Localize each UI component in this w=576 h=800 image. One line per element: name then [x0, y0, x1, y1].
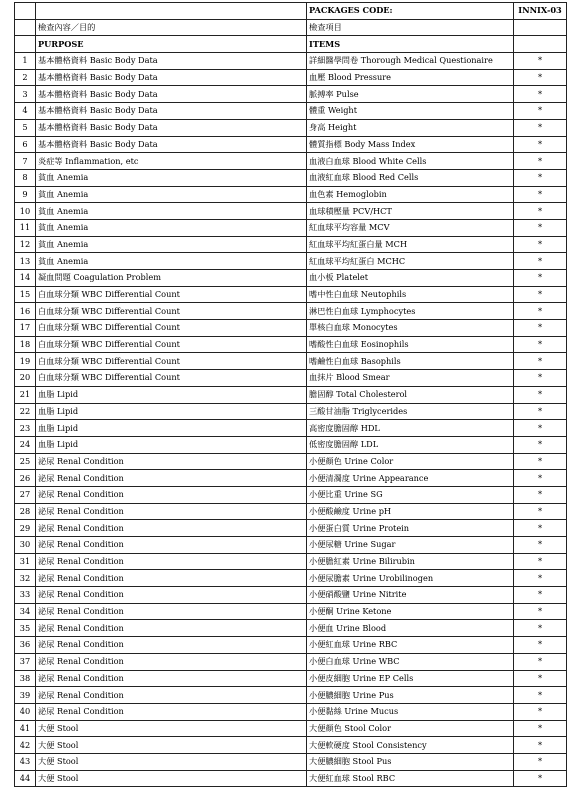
table-row — [15, 553, 567, 570]
row-number: 32 — [15, 570, 36, 587]
row-mark: * — [514, 119, 567, 136]
table-row — [15, 320, 567, 337]
table-row — [15, 119, 567, 136]
row-purpose: 大便 Stool — [36, 770, 307, 787]
row-purpose: 貧血 Anemia — [36, 203, 307, 220]
row-number: 1 — [15, 53, 36, 70]
row-item: 小便清濁度 Urine Appearance — [307, 470, 514, 487]
row-mark: * — [514, 603, 567, 620]
row-mark: * — [514, 703, 567, 720]
row-number: 21 — [15, 386, 36, 403]
table-row — [15, 453, 567, 470]
row-mark: * — [514, 403, 567, 420]
row-purpose: 大便 Stool — [36, 737, 307, 754]
row-item: 小便硝酸鹽 Urine Nitrite — [307, 587, 514, 604]
row-number: 39 — [15, 687, 36, 704]
blank-cell — [15, 36, 36, 53]
row-purpose: 泌尿 Renal Condition — [36, 503, 307, 520]
row-mark: * — [514, 336, 567, 353]
row-purpose: 血脂 Lipid — [36, 386, 307, 403]
row-item: 小便酮 Urine Ketone — [307, 603, 514, 620]
row-item: 血壓 Blood Pressure — [307, 69, 514, 86]
table-row — [15, 737, 567, 754]
row-item: 小便膿細胞 Urine Pus — [307, 687, 514, 704]
row-item: 小便白血球 Urine WBC — [307, 653, 514, 670]
row-number: 17 — [15, 320, 36, 337]
row-mark: * — [514, 270, 567, 287]
row-purpose: 泌尿 Renal Condition — [36, 470, 307, 487]
row-item: 嗜鹼性白血球 Basophils — [307, 353, 514, 370]
row-number: 20 — [15, 370, 36, 387]
table-row — [15, 69, 567, 86]
table-row — [15, 537, 567, 554]
row-number: 10 — [15, 203, 36, 220]
row-number: 31 — [15, 553, 36, 570]
table-row — [15, 336, 567, 353]
row-number: 26 — [15, 470, 36, 487]
row-item: 紅血球平均紅蛋白 MCHC — [307, 253, 514, 270]
row-item: 單核白血球 Monocytes — [307, 320, 514, 337]
row-purpose: 泌尿 Renal Condition — [36, 620, 307, 637]
row-purpose: 貧血 Anemia — [36, 219, 307, 236]
row-purpose: 血脂 Lipid — [36, 436, 307, 453]
header-row-zh — [15, 19, 567, 36]
row-item: 低密度膽固醇 LDL — [307, 436, 514, 453]
row-mark: * — [514, 303, 567, 320]
row-number: 12 — [15, 236, 36, 253]
row-mark: * — [514, 720, 567, 737]
row-number: 37 — [15, 653, 36, 670]
blank-cell — [36, 3, 307, 20]
row-number: 11 — [15, 219, 36, 236]
row-mark: * — [514, 203, 567, 220]
row-item: 小便尿膽素 Urine Urobilinogen — [307, 570, 514, 587]
row-purpose: 炎症等 Inflammation, etc — [36, 153, 307, 170]
row-number: 2 — [15, 69, 36, 86]
table-row — [15, 270, 567, 287]
row-item: 體重 Weight — [307, 103, 514, 120]
packages-table — [14, 2, 567, 787]
row-item: 大便膿細胞 Stool Pus — [307, 753, 514, 770]
table-row — [15, 153, 567, 170]
row-purpose: 泌尿 Renal Condition — [36, 603, 307, 620]
row-item: 膽固醇 Total Cholesterol — [307, 386, 514, 403]
row-number: 8 — [15, 169, 36, 186]
row-mark: * — [514, 570, 567, 587]
row-purpose: 大便 Stool — [36, 720, 307, 737]
blank-cell — [514, 19, 567, 36]
row-number: 5 — [15, 119, 36, 136]
row-mark: * — [514, 453, 567, 470]
row-item: 小便紅血球 Urine RBC — [307, 637, 514, 654]
blank-cell — [514, 36, 567, 53]
packages-code-value: INNIX-03 — [514, 3, 567, 20]
table-row — [15, 653, 567, 670]
table-row — [15, 670, 567, 687]
row-item: 血液白血球 Blood White Cells — [307, 153, 514, 170]
table-row — [15, 403, 567, 420]
row-purpose: 貧血 Anemia — [36, 186, 307, 203]
row-purpose: 泌尿 Renal Condition — [36, 637, 307, 654]
row-purpose: 泌尿 Renal Condition — [36, 553, 307, 570]
row-mark: * — [514, 236, 567, 253]
table-row — [15, 520, 567, 537]
row-number: 44 — [15, 770, 36, 787]
row-purpose: 基本體格資料 Basic Body Data — [36, 86, 307, 103]
row-number: 13 — [15, 253, 36, 270]
row-number: 4 — [15, 103, 36, 120]
header-row-code — [15, 3, 567, 20]
row-item: 大便軟硬度 Stool Consistency — [307, 737, 514, 754]
row-item: 紅血球平均容量 MCV — [307, 219, 514, 236]
row-number: 42 — [15, 737, 36, 754]
row-purpose: 基本體格資料 Basic Body Data — [36, 136, 307, 153]
row-number: 28 — [15, 503, 36, 520]
row-item: 紅血球平均紅蛋白量 MCH — [307, 236, 514, 253]
row-purpose: 基本體格資料 Basic Body Data — [36, 69, 307, 86]
table-row — [15, 353, 567, 370]
row-purpose: 泌尿 Renal Condition — [36, 570, 307, 587]
table-row — [15, 486, 567, 503]
row-mark: * — [514, 286, 567, 303]
row-purpose: 血脂 Lipid — [36, 420, 307, 437]
purpose-en-header: PURPOSE — [36, 36, 307, 53]
items-en-header: ITEMS — [307, 36, 514, 53]
row-number: 6 — [15, 136, 36, 153]
row-mark: * — [514, 587, 567, 604]
row-number: 35 — [15, 620, 36, 637]
blank-cell — [15, 19, 36, 36]
row-number: 23 — [15, 420, 36, 437]
row-mark: * — [514, 620, 567, 637]
row-mark: * — [514, 537, 567, 554]
row-purpose: 貧血 Anemia — [36, 169, 307, 186]
table-row — [15, 370, 567, 387]
row-number: 7 — [15, 153, 36, 170]
row-mark: * — [514, 103, 567, 120]
row-number: 36 — [15, 637, 36, 654]
blank-cell — [15, 3, 36, 20]
row-mark: * — [514, 253, 567, 270]
table-row — [15, 219, 567, 236]
row-purpose: 基本體格資料 Basic Body Data — [36, 119, 307, 136]
row-number: 25 — [15, 453, 36, 470]
row-number: 14 — [15, 270, 36, 287]
row-purpose: 白血球分類 WBC Differential Count — [36, 336, 307, 353]
row-purpose: 白血球分類 WBC Differential Count — [36, 370, 307, 387]
row-mark: * — [514, 737, 567, 754]
row-item: 體質指標 Body Mass Index — [307, 136, 514, 153]
row-item: 高密度膽固醇 HDL — [307, 420, 514, 437]
row-mark: * — [514, 637, 567, 654]
row-number: 15 — [15, 286, 36, 303]
row-number: 38 — [15, 670, 36, 687]
row-number: 18 — [15, 336, 36, 353]
row-number: 3 — [15, 86, 36, 103]
table-row — [15, 503, 567, 520]
row-mark: * — [514, 770, 567, 787]
row-number: 34 — [15, 603, 36, 620]
row-purpose: 泌尿 Renal Condition — [36, 703, 307, 720]
row-mark: * — [514, 520, 567, 537]
row-number: 29 — [15, 520, 36, 537]
row-purpose: 貧血 Anemia — [36, 236, 307, 253]
row-mark: * — [514, 320, 567, 337]
table-row — [15, 603, 567, 620]
row-mark: * — [514, 186, 567, 203]
row-item: 詳細醫學問卷 Thorough Medical Questionaire — [307, 53, 514, 70]
table-row — [15, 103, 567, 120]
row-item: 小便蛋白質 Urine Protein — [307, 520, 514, 537]
table-row — [15, 203, 567, 220]
row-item: 淋巴性白血球 Lymphocytes — [307, 303, 514, 320]
row-number: 19 — [15, 353, 36, 370]
row-purpose: 泌尿 Renal Condition — [36, 537, 307, 554]
row-mark: * — [514, 553, 567, 570]
row-item: 小便皮細胞 Urine EP Cells — [307, 670, 514, 687]
table-row — [15, 186, 567, 203]
row-number: 9 — [15, 186, 36, 203]
row-purpose: 泌尿 Renal Condition — [36, 486, 307, 503]
row-item: 血球積壓量 PCV/HCT — [307, 203, 514, 220]
table-row — [15, 720, 567, 737]
row-item: 小便血 Urine Blood — [307, 620, 514, 637]
row-item: 身高 Height — [307, 119, 514, 136]
row-number: 41 — [15, 720, 36, 737]
row-item: 小便比重 Urine SG — [307, 486, 514, 503]
row-number: 24 — [15, 436, 36, 453]
row-item: 小便酸鹼度 Urine pH — [307, 503, 514, 520]
row-purpose: 白血球分類 WBC Differential Count — [36, 353, 307, 370]
table-row — [15, 286, 567, 303]
row-mark: * — [514, 53, 567, 70]
row-purpose: 泌尿 Renal Condition — [36, 520, 307, 537]
row-mark: * — [514, 470, 567, 487]
row-number: 33 — [15, 587, 36, 604]
table-row — [15, 420, 567, 437]
row-item: 血抹片 Blood Smear — [307, 370, 514, 387]
row-number: 43 — [15, 753, 36, 770]
row-item: 大便紅血球 Stool RBC — [307, 770, 514, 787]
row-number: 16 — [15, 303, 36, 320]
table-row — [15, 436, 567, 453]
row-item: 小便尿糖 Urine Sugar — [307, 537, 514, 554]
row-mark: * — [514, 503, 567, 520]
row-mark: * — [514, 436, 567, 453]
row-mark: * — [514, 486, 567, 503]
row-purpose: 泌尿 Renal Condition — [36, 587, 307, 604]
row-purpose: 基本體格資料 Basic Body Data — [36, 103, 307, 120]
row-item: 嗜中性白血球 Neutophils — [307, 286, 514, 303]
row-item: 小便顏色 Urine Color — [307, 453, 514, 470]
row-number: 30 — [15, 537, 36, 554]
row-mark: * — [514, 86, 567, 103]
row-item: 血小板 Platelet — [307, 270, 514, 287]
row-mark: * — [514, 69, 567, 86]
row-mark: * — [514, 753, 567, 770]
table-row — [15, 703, 567, 720]
table-row — [15, 253, 567, 270]
row-purpose: 泌尿 Renal Condition — [36, 653, 307, 670]
table-row — [15, 169, 567, 186]
items-zh-header: 檢查項目 — [307, 19, 514, 36]
table-row — [15, 570, 567, 587]
table-row — [15, 53, 567, 70]
row-item: 血色素 Hemoglobin — [307, 186, 514, 203]
row-mark: * — [514, 420, 567, 437]
table-row — [15, 637, 567, 654]
row-item: 嗜酸性白血球 Eosinophils — [307, 336, 514, 353]
row-item: 小便黏絲 Urine Mucus — [307, 703, 514, 720]
row-purpose: 白血球分類 WBC Differential Count — [36, 303, 307, 320]
row-purpose: 白血球分類 WBC Differential Count — [36, 286, 307, 303]
row-item: 小便膽紅素 Urine Bilirubin — [307, 553, 514, 570]
table-row — [15, 386, 567, 403]
row-mark: * — [514, 169, 567, 186]
purpose-zh-header: 檢查內容／目的 — [36, 19, 307, 36]
row-mark: * — [514, 653, 567, 670]
table-row — [15, 620, 567, 637]
table-row — [15, 587, 567, 604]
table-row — [15, 753, 567, 770]
row-mark: * — [514, 353, 567, 370]
row-purpose: 泌尿 Renal Condition — [36, 453, 307, 470]
row-mark: * — [514, 687, 567, 704]
table-row — [15, 136, 567, 153]
row-purpose: 貧血 Anemia — [36, 253, 307, 270]
row-mark: * — [514, 136, 567, 153]
table-row — [15, 687, 567, 704]
packages-code-label: PACKAGES CODE: — [307, 3, 514, 20]
row-mark: * — [514, 153, 567, 170]
row-purpose: 白血球分類 WBC Differential Count — [36, 320, 307, 337]
table-row — [15, 236, 567, 253]
row-item: 三酸甘油脂 Triglycerides — [307, 403, 514, 420]
table-row — [15, 303, 567, 320]
row-mark: * — [514, 670, 567, 687]
row-purpose: 泌尿 Renal Condition — [36, 687, 307, 704]
row-number: 22 — [15, 403, 36, 420]
table-row — [15, 770, 567, 787]
row-purpose: 血脂 Lipid — [36, 403, 307, 420]
table-row — [15, 470, 567, 487]
row-purpose: 基本體格資料 Basic Body Data — [36, 53, 307, 70]
table-row — [15, 86, 567, 103]
row-purpose: 凝血問題 Coagulation Problem — [36, 270, 307, 287]
row-mark: * — [514, 370, 567, 387]
row-number: 40 — [15, 703, 36, 720]
row-purpose: 泌尿 Renal Condition — [36, 670, 307, 687]
header-row-en — [15, 36, 567, 53]
row-mark: * — [514, 219, 567, 236]
row-item: 脈搏率 Pulse — [307, 86, 514, 103]
row-purpose: 大便 Stool — [36, 753, 307, 770]
row-item: 血液紅血球 Blood Red Cells — [307, 169, 514, 186]
row-mark: * — [514, 386, 567, 403]
row-item: 大便顏色 Stool Color — [307, 720, 514, 737]
row-number: 27 — [15, 486, 36, 503]
